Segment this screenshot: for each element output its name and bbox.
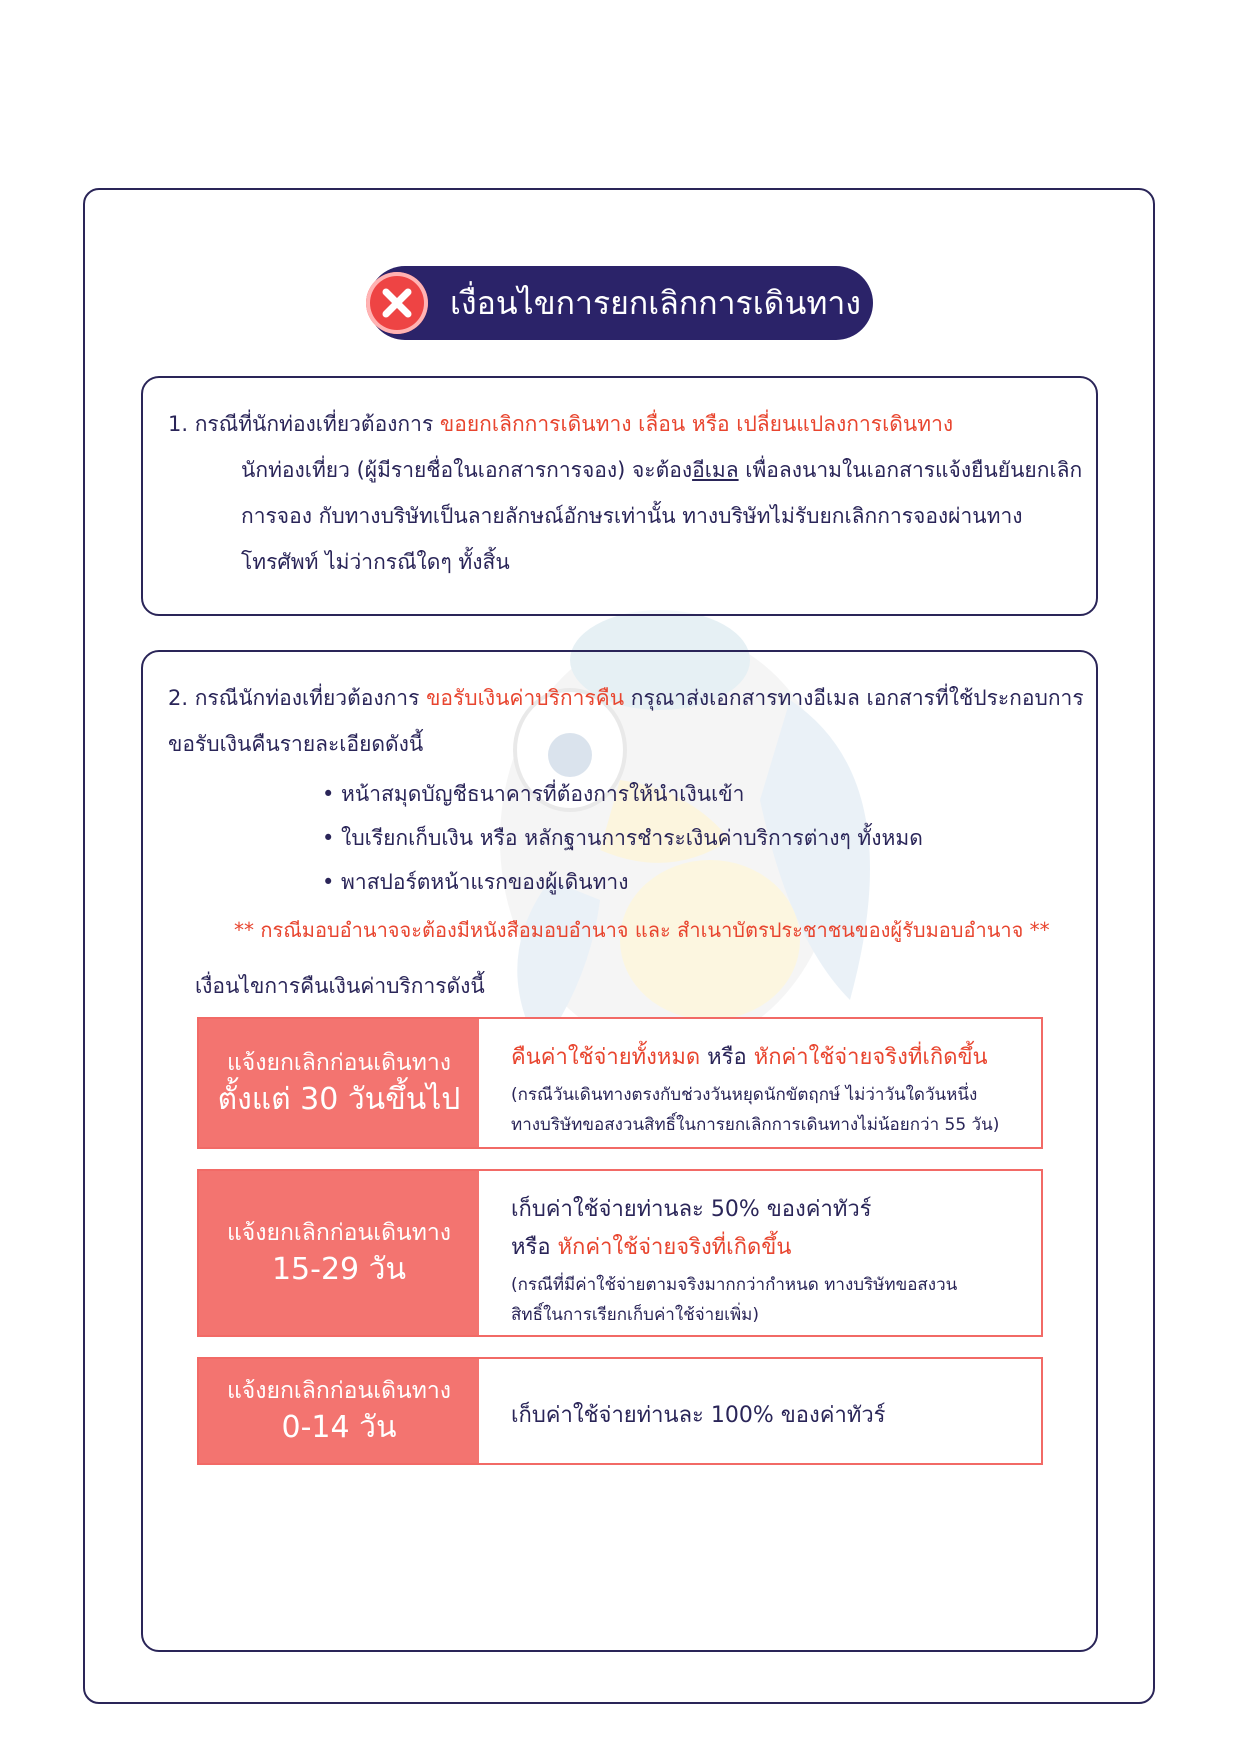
section-1-heading bbox=[168, 408, 953, 441]
section-1-highlight: ขอยกเลิกการเดินทาง เลื่อน หรือ เปลี่ยนแปลงการเดินทาง bbox=[439, 412, 954, 436]
condition-main-b: หักค่าใช้จ่ายจริงที่เกิดขึ้น bbox=[753, 1045, 988, 1070]
section-1-email: อีเมล bbox=[692, 458, 739, 482]
condition-main-a: เก็บค่าใช้จ่ายท่านละ 50% ของค่าทัวร์ bbox=[511, 1197, 872, 1222]
section-2-heading bbox=[168, 682, 1084, 715]
section-2-lead: 2. กรณีนักท่องเที่ยวต้องการ bbox=[168, 686, 420, 710]
condition-main-a: เก็บค่าใช้จ่ายท่านละ 100% ของค่าทัวร์ bbox=[511, 1403, 886, 1428]
close-x-icon bbox=[366, 272, 428, 334]
condition-detail bbox=[511, 1019, 1031, 1147]
condition-main bbox=[511, 1039, 988, 1074]
condition-main-b: หักค่าใช้จ่ายจริงที่เกิดขึ้น bbox=[557, 1235, 792, 1260]
condition-row bbox=[197, 1169, 1043, 1337]
conditions-title: เงื่อนไขการคืนเงินค่าบริการดังนี้ bbox=[195, 974, 485, 998]
condition-period-days: ตั้งแต่ 30 วันขึ้นไป bbox=[217, 1082, 461, 1117]
bullet-item: • พาสปอร์ตหน้าแรกของผู้เดินทาง bbox=[322, 870, 629, 894]
condition-period-days: 15-29 วัน bbox=[271, 1252, 407, 1287]
condition-detail bbox=[511, 1359, 1031, 1463]
section-1-lead: 1. กรณีที่นักท่องเที่ยวต้องการ bbox=[168, 412, 434, 436]
condition-main-a: คืนค่าใช้จ่ายทั้งหมด bbox=[511, 1045, 701, 1070]
condition-period bbox=[199, 1171, 479, 1335]
section-1-line-2b: เพื่อลงนามในเอกสารแจ้งยืนยันยกเลิก bbox=[738, 458, 1083, 482]
condition-row bbox=[197, 1357, 1043, 1465]
section-2-line-2: ขอรับเงินคืนรายละเอียดดังนี้ bbox=[168, 732, 424, 756]
bullet-item: • หน้าสมุดบัญชีธนาคารที่ต้องการให้นำเงินเข้า bbox=[322, 782, 745, 806]
condition-sub-2: สิทธิ์ในการเรียกเก็บค่าใช้จ่ายเพิ่ม) bbox=[511, 1305, 760, 1325]
condition-period bbox=[199, 1019, 479, 1147]
condition-period-label: แจ้งยกเลิกก่อนเดินทาง bbox=[226, 1220, 452, 1246]
section-1-line-2a: นักท่องเที่ยว (ผู้มีรายชื่อในเอกสารการจอง) จะต้อง bbox=[241, 458, 693, 482]
condition-period bbox=[199, 1359, 479, 1463]
condition-sub-1: (กรณีที่มีค่าใช้จ่ายตามจริงมากกว่ากำหนด ทางบริษัทขอสงวน bbox=[511, 1275, 958, 1295]
authorization-note: ** กรณีมอบอำนาจจะต้องมีหนังสือมอบอำนาจ และ สำเนาบัตรประชาชนของผู้รับมอบอำนาจ ** bbox=[234, 918, 1050, 942]
section-2-highlight: ขอรับเงินค่าบริการคืน bbox=[426, 686, 625, 710]
section-1-line-4: โทรศัพท์ ไม่ว่ากรณีใดๆ ทั้งสิ้น bbox=[241, 550, 510, 574]
condition-row bbox=[197, 1017, 1043, 1149]
condition-main-2 bbox=[511, 1229, 791, 1264]
condition-or: หรือ bbox=[700, 1045, 754, 1070]
section-2-rest: กรุณาส่งเอกสารทางอีเมล เอกสารที่ใช้ประกอบการ bbox=[624, 686, 1084, 710]
section-1-line-2 bbox=[241, 454, 1082, 487]
condition-sub-2: ทางบริษัทขอสงวนสิทธิ์ในการยกเลิกการเดินทางไม่น้อยกว่า 55 วัน) bbox=[511, 1115, 1000, 1135]
bullet-item: • ใบเรียกเก็บเงิน หรือ หลักฐานการชำระเงินค่าบริการต่างๆ ทั้งหมด bbox=[322, 826, 923, 850]
condition-period-days: 0-14 วัน bbox=[281, 1410, 397, 1445]
page-title: เงื่อนไขการยกเลิกการเดินทาง bbox=[450, 284, 862, 322]
section-1-line-3: การจอง กับทางบริษัทเป็นลายลักษณ์อักษรเท่านั้น ทางบริษัทไม่รับยกเลิกการจองผ่านทาง bbox=[241, 504, 1023, 528]
condition-sub-1: (กรณีวันเดินทางตรงกับช่วงวันหยุดนักขัตฤกษ์ ไม่ว่าวันใดวันหนึ่ง bbox=[511, 1085, 978, 1105]
condition-period-label: แจ้งยกเลิกก่อนเดินทาง bbox=[226, 1378, 452, 1404]
condition-or: หรือ bbox=[511, 1235, 558, 1260]
condition-period-label: แจ้งยกเลิกก่อนเดินทาง bbox=[226, 1050, 452, 1076]
condition-detail bbox=[511, 1171, 1031, 1335]
